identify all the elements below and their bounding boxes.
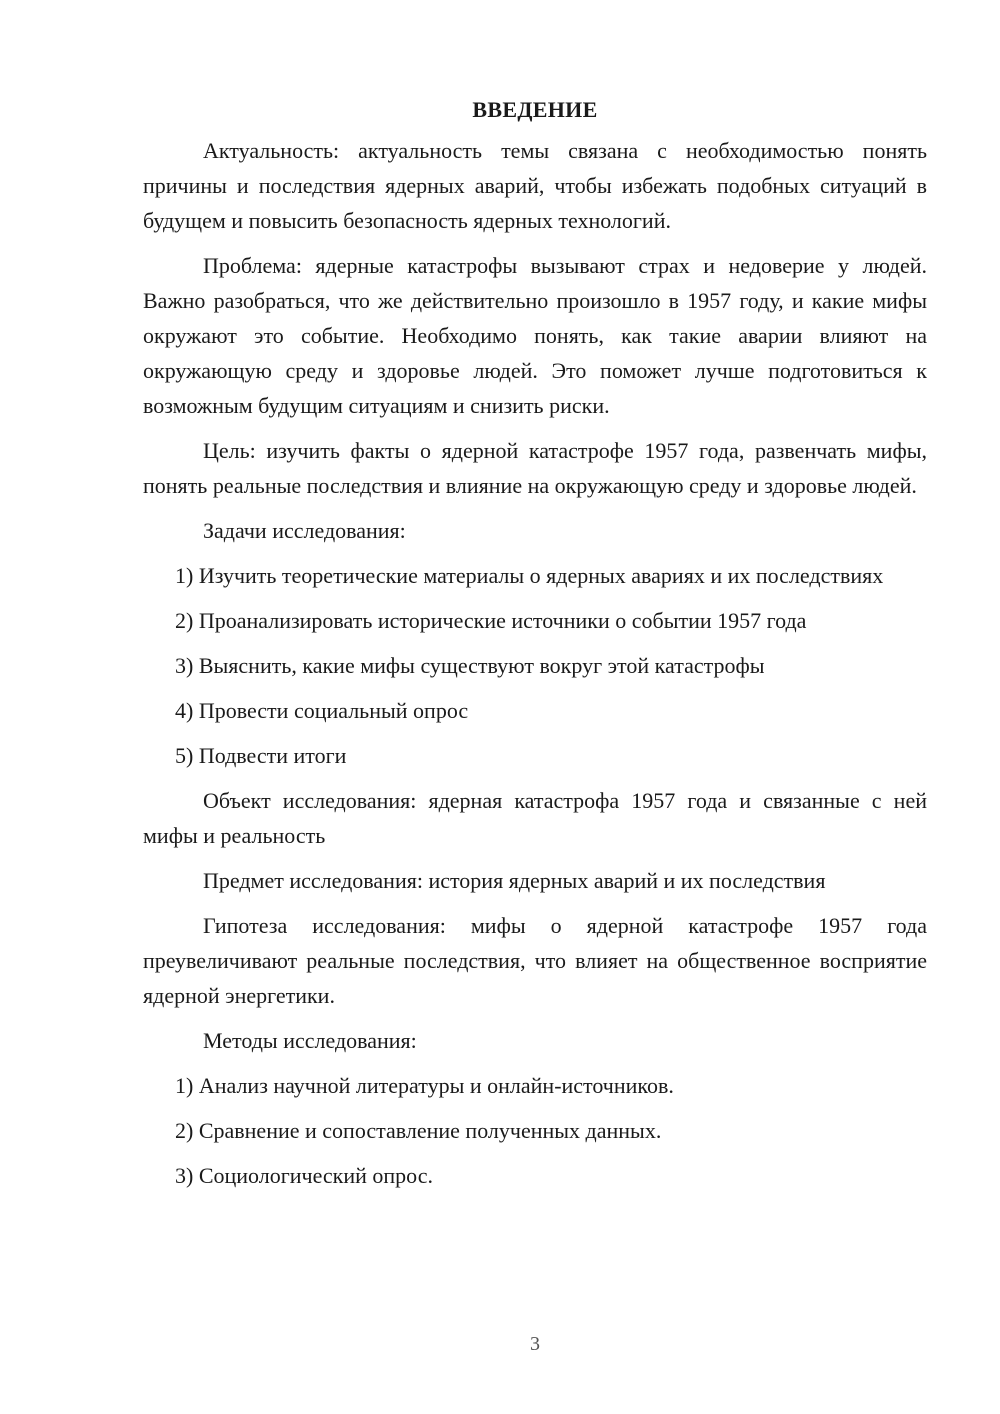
method-item-3: 3) Социологический опрос.: [175, 1163, 433, 1188]
page-number: 3: [530, 1333, 540, 1355]
paragraph-hypothesis: Гипотеза исследования: мифы о ядерной катастрофе 1957 года преувеличивают реальные последствия, что влияет на общественное восприятие ядерной энергетики.: [143, 913, 927, 1008]
task-item-3: 3) Выяснить, какие мифы существуют вокруг этой катастрофы: [175, 653, 765, 678]
paragraph-subject: Предмет исследования: история ядерных аварий и их последствия: [203, 868, 826, 893]
page-content: [143, 92, 927, 1203]
paragraph-relevance: Актуальность: актуальность темы связана с необходимостью понять причины и последствия ядерных аварий, чтобы избежать подобных ситуаций в будущем и повысить безопасность ядерных технологий.: [143, 138, 927, 233]
method-item-2: 2) Сравнение и сопоставление полученных данных.: [175, 1118, 662, 1143]
paragraph-object: Объект исследования: ядерная катастрофа 1957 года и связанные с ней мифы и реальность: [143, 788, 927, 848]
methods-heading: Методы исследования:: [203, 1028, 417, 1053]
task-item-4: 4) Провести социальный опрос: [175, 698, 469, 723]
task-item-2: 2) Проанализировать исторические источники о событии 1957 года: [175, 608, 807, 633]
paragraph-goal: Цель: изучить факты о ядерной катастрофе 1957 года, развенчать мифы, понять реальные последствия и влияние на окружающую среду и здоровье людей.: [143, 438, 927, 498]
section-title: ВВЕДЕНИЕ: [472, 97, 598, 122]
method-item-1: 1) Анализ научной литературы и онлайн-источников.: [175, 1073, 674, 1098]
task-item-5: 5) Подвести итоги: [175, 743, 347, 768]
task-item-1: 1) Изучить теоретические материалы о ядерных авариях и их последствиях: [175, 563, 884, 588]
tasks-heading: Задачи исследования:: [203, 518, 406, 543]
paragraph-problem: Проблема: ядерные катастрофы вызывают страх и недоверие у людей. Важно разобраться, что же действительно произошло в 1957 году, и какие мифы окружают это событие. Необходимо понять, как такие аварии влияют на окружающую среду и здоровье людей. Это поможет лучше подготовиться к возможным будущим ситуациям и снизить риски.: [143, 253, 927, 418]
